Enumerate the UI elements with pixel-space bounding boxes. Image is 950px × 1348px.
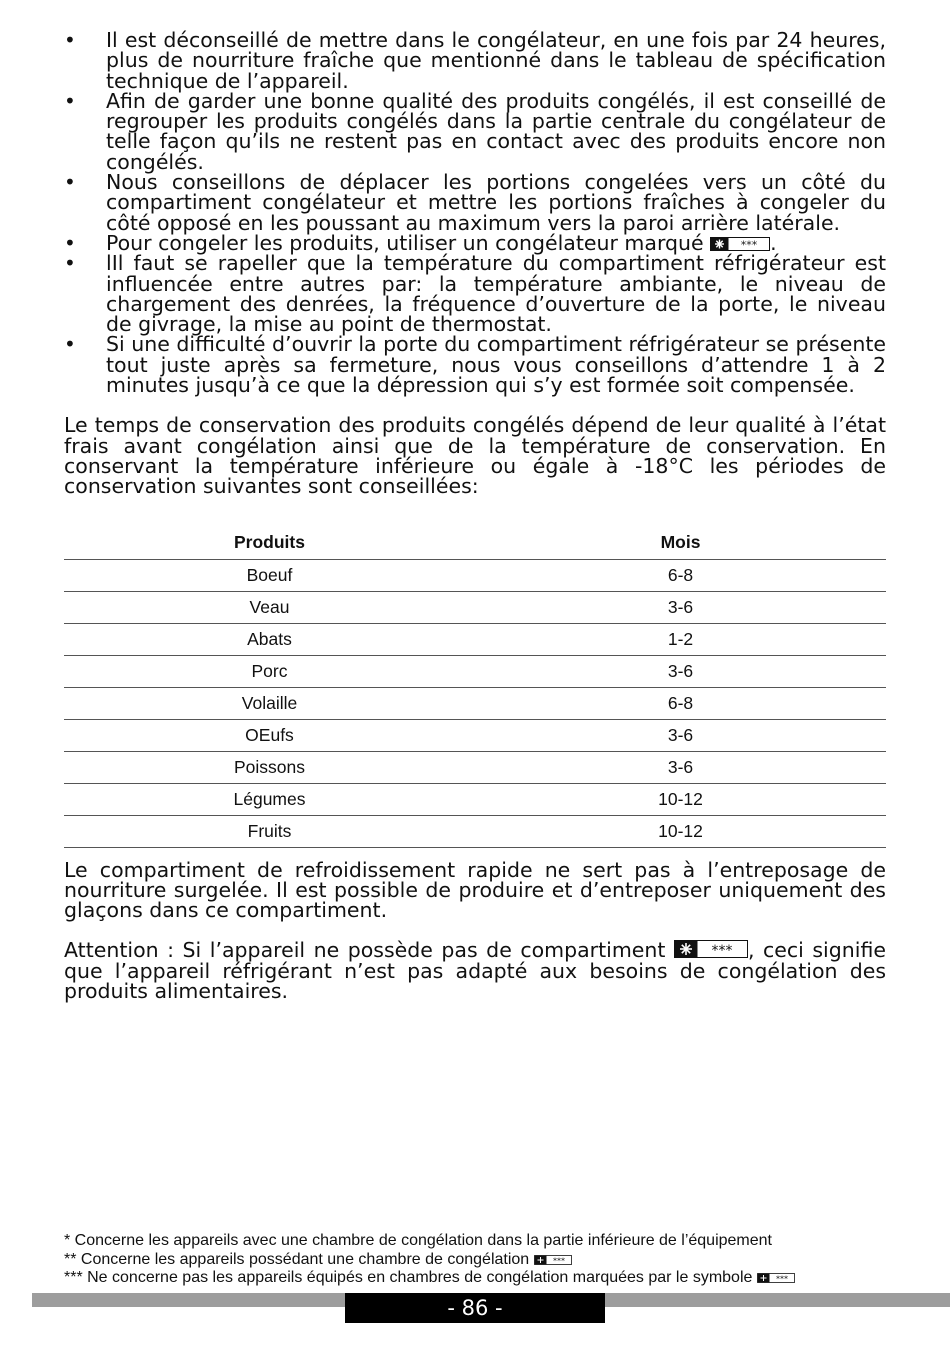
list-item: • lIl faut se rapeller que la température du compartiment réfrigérateur est influencée entre autres par: la température ambiante, le niveau de chargement des denrées, la fréquence d’ouverture de la porte, le niveau de givrage, la mise au point de thermostat. — [64, 253, 886, 334]
list-item: • Afin de garder une bonne qualité des produits congélés, il est conseillé de regrouper les produits congélés dans la partie centrale du congélateur de telle façon qu’ils ne restent pas en contact avec des produits encore non congélés. — [64, 91, 886, 172]
list-item: • Nous conseillons de déplacer les portions congelées vers un côté du compartiment congélateur et mettre les portions fraîches à congeler du côté opposé en les poussant au maximum vers la paroi arrière latérale. — [64, 172, 886, 233]
list-item: • Pour congeler les produits, utiliser un congélateur marqué *** . — [64, 233, 886, 253]
table-row: Légumes 10-12 — [64, 783, 886, 815]
svg-text:***: *** — [711, 943, 733, 959]
table-row: Porc 3-6 — [64, 655, 886, 687]
four-star-freezer-icon — [757, 1273, 795, 1283]
column-header-products: Produits — [64, 527, 475, 560]
table-row: Boeuf 6-8 — [64, 559, 886, 591]
four-star-freezer-icon — [674, 940, 748, 958]
footnote: * Concerne les appareils avec une chambre de congélation dans la partie inférieure de l’équipement — [64, 1232, 772, 1249]
list-item: • Si une difficulté d’ouvrir la porte du compartiment réfrigérateur se présente tout juste après sa fermeture, nous vous conseillons d’attendre 1 à 2 minutes jusqu’à ce que la dépression qui s’y est formée soit compensée. — [64, 334, 886, 395]
four-star-freezer-icon — [710, 237, 770, 251]
table-row: Fruits 10-12 — [64, 815, 886, 847]
footnote: *** Ne concerne pas les appareils équipés en chambres de congélation marquées par le symbole *** — [64, 1269, 894, 1288]
table-row: OEufs 3-6 — [64, 719, 886, 751]
rapid-cooling-paragraph: Le compartiment de refroidissement rapide ne sert pas à l’entreposage de nourriture surgelée. Il est possible de produire et d’entreposer uniquement des glaçons dans ce compartiment. — [64, 857, 886, 923]
svg-text:***: *** — [775, 1274, 788, 1283]
table-row: Veau 3-6 — [64, 591, 886, 623]
page-number: - 86 - — [345, 1293, 605, 1323]
svg-text:***: *** — [740, 238, 758, 251]
footnotes — [64, 1232, 894, 1288]
page-content — [64, 28, 886, 1004]
four-star-freezer-icon — [534, 1255, 572, 1265]
list-item: • Il est déconseillé de mettre dans le congélateur, en une fois par 24 heures, plus de nourriture fraîche que mentionné dans le tableau de spécification technique de l’appareil. — [64, 30, 886, 91]
attention-paragraph: Attention : Si l’appareil ne possède pas de compartiment *** , ceci signifie que l’appareil réfrigérant n’est pas adapté aux besoins de congélation des produits alimentaires. — [64, 938, 886, 1004]
storage-table — [64, 527, 886, 848]
table-row: Poissons 3-6 — [64, 751, 886, 783]
footnote: ** Concerne les appareils possédant une chambre de congélation *** — [64, 1251, 894, 1270]
table-row: Volaille 6-8 — [64, 687, 886, 719]
svg-text:***: *** — [552, 1256, 565, 1265]
table-row: Abats 1-2 — [64, 623, 886, 655]
conservation-paragraph: Le temps de conservation des produits congélés dépend de leur qualité à l’état frais avant congélation ainsi que de la température de conservation. En conservant la température inférieure ou égale à -18°C les périodes de conservation suivantes sont conseillées: — [64, 413, 886, 499]
column-header-months: Mois — [475, 527, 886, 560]
advice-list — [64, 28, 886, 398]
table-header-row — [64, 527, 886, 560]
